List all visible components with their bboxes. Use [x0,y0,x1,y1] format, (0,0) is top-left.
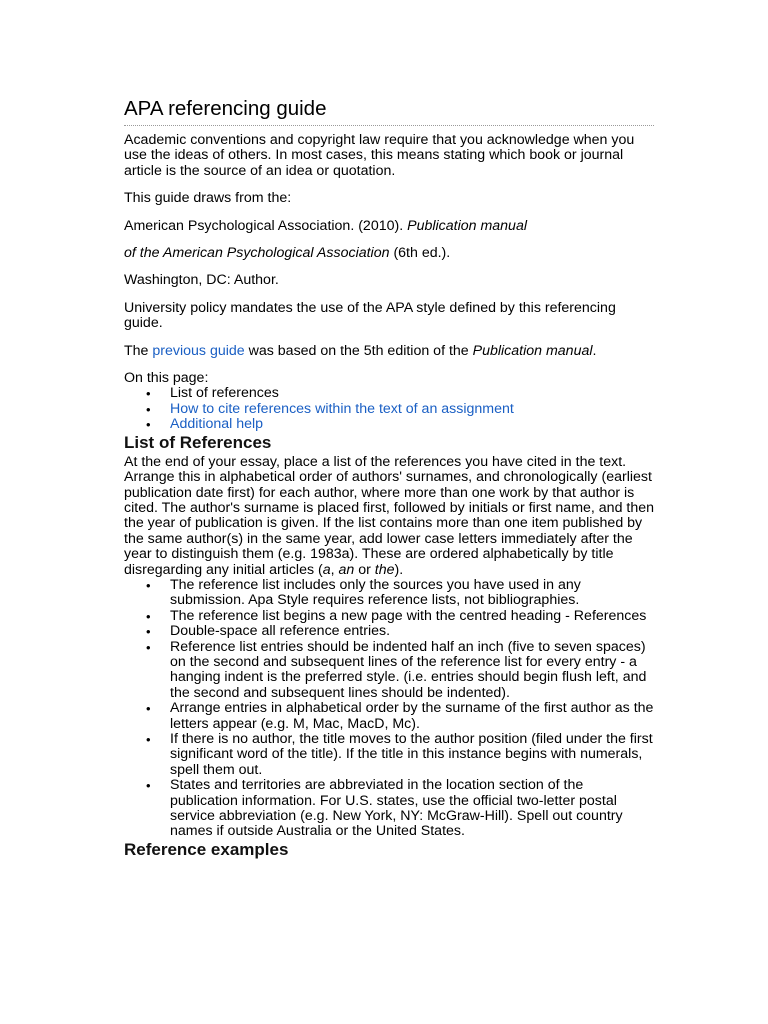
previous-guide-link[interactable]: previous guide [152,342,245,359]
table-of-contents [124,386,654,432]
reference-rules-list [124,578,654,840]
bullet-icon: • [146,778,151,794]
section-heading-list-of-references: List of References [124,432,272,452]
toc-item-additional-help [124,417,654,432]
previous-guide-paragraph [124,344,654,359]
previous-suffix: . [592,342,597,359]
citation-line-3: Washington, DC: Author. [124,272,279,289]
citation-line-1 [124,219,654,234]
bullet-icon: • [146,577,151,593]
rule-text: Arrange entries in alphabetical order by the surname of the first author as the letters appear (e.g. M, Mac, MacD, Mc). [170,700,654,732]
bullet-icon: • [146,608,151,624]
document-content [124,97,654,860]
bullet-icon: • [146,639,151,655]
section-heading-reference-examples: Reference examples [124,839,289,859]
article-an: an [338,561,355,578]
references-body-text: At the end of your essay, place a list of the references you have cited in the text. Arrange this in alphabetical order of authors' surnames, and chronologically (earliest publication date first) for each author, where more than one work by that author is cited. The author's surname is placed first, followed by initials or first name, and then the year of publication is given. If the list contains more than one item published by the same author(s) in the same year, add lower case letters immediately after the year to distinguish them (e.g. 1983a). These are ordered alphabetically by title disregarding any initial articles ( [124,453,655,578]
bullet-icon: • [146,417,151,433]
citation-title-part-2: of the American Psychological Association [124,245,390,262]
list-of-references-paragraph [124,455,654,578]
article-the: the [374,561,395,578]
list-item [124,624,654,639]
rule-text: The reference list includes only the sources you have used in any submission. Apa Style requires reference lists, not bibliographies. [170,576,581,609]
bullet-icon: • [146,701,151,717]
rule-text: States and territories are abbreviated in the location section of the publication information. For U.S. states, use the official two-letter postal service abbreviation (e.g. New York, NY: McGraw-Hill). Spell out country names if outside Australia or the United States. [170,777,623,840]
previous-middle: was based on the 5th edition of the [244,342,473,359]
policy-paragraph: University policy mandates the use of the APA style defined by this referencing guide. [124,299,616,332]
bullet-icon: • [146,624,151,640]
article-a: a [322,561,331,578]
toc-item-list-of-references [124,386,654,401]
rule-text: The reference list begins a new page with the centred heading - References [170,607,647,624]
intro-paragraph: Academic conventions and copyright law require that you acknowledge when you use the ideas of others. In most cases, this means stating which book or journal article is the source of an idea or quotation. [124,132,635,179]
rule-text: If there is no author, the title moves to the author position (filed under the first significant word of the title). If the title in this instance begins with numerals, spell them out. [170,731,653,778]
bullet-icon: • [146,732,151,747]
toc-link-additional-help[interactable]: Additional help [170,416,264,433]
on-this-page-label: On this page: [124,370,209,387]
toc-link-how-to-cite[interactable]: How to cite references within the text of an assignment [170,400,514,417]
previous-prefix: The [124,342,153,359]
references-body-end: ). [394,561,404,578]
list-item [124,778,654,840]
citation-title-part-1: Publication manual [407,217,527,234]
citation-edition: (6th ed.). [389,245,451,262]
toc-label: List of references [170,385,279,402]
list-item [124,732,654,778]
article-separator-2: or [354,561,375,578]
list-item [124,578,654,609]
toc-item-how-to-cite [124,402,654,417]
bullet-icon: • [146,401,151,417]
rule-text: Reference list entries should be indented half an inch (five to seven spaces) on the second and subsequent lines of the reference list for every entry - a hanging indent is the preferred style. (i.e. entries should begin flush left, and the second and subsequent lines should be indented). [170,638,647,701]
list-item [124,609,654,624]
article-separator-1: , [330,561,339,578]
citation-line-2 [124,246,654,261]
rule-text: Double-space all reference entries. [170,623,391,640]
draws-from-text: This guide draws from the: [124,190,292,207]
citation-author-year: American Psychological Association. (2010). [124,217,408,234]
previous-manual-title: Publication manual [472,342,593,359]
page-title: APA referencing guide [124,97,654,126]
list-item [124,701,654,732]
list-item [124,640,654,702]
bullet-icon: • [146,386,151,402]
